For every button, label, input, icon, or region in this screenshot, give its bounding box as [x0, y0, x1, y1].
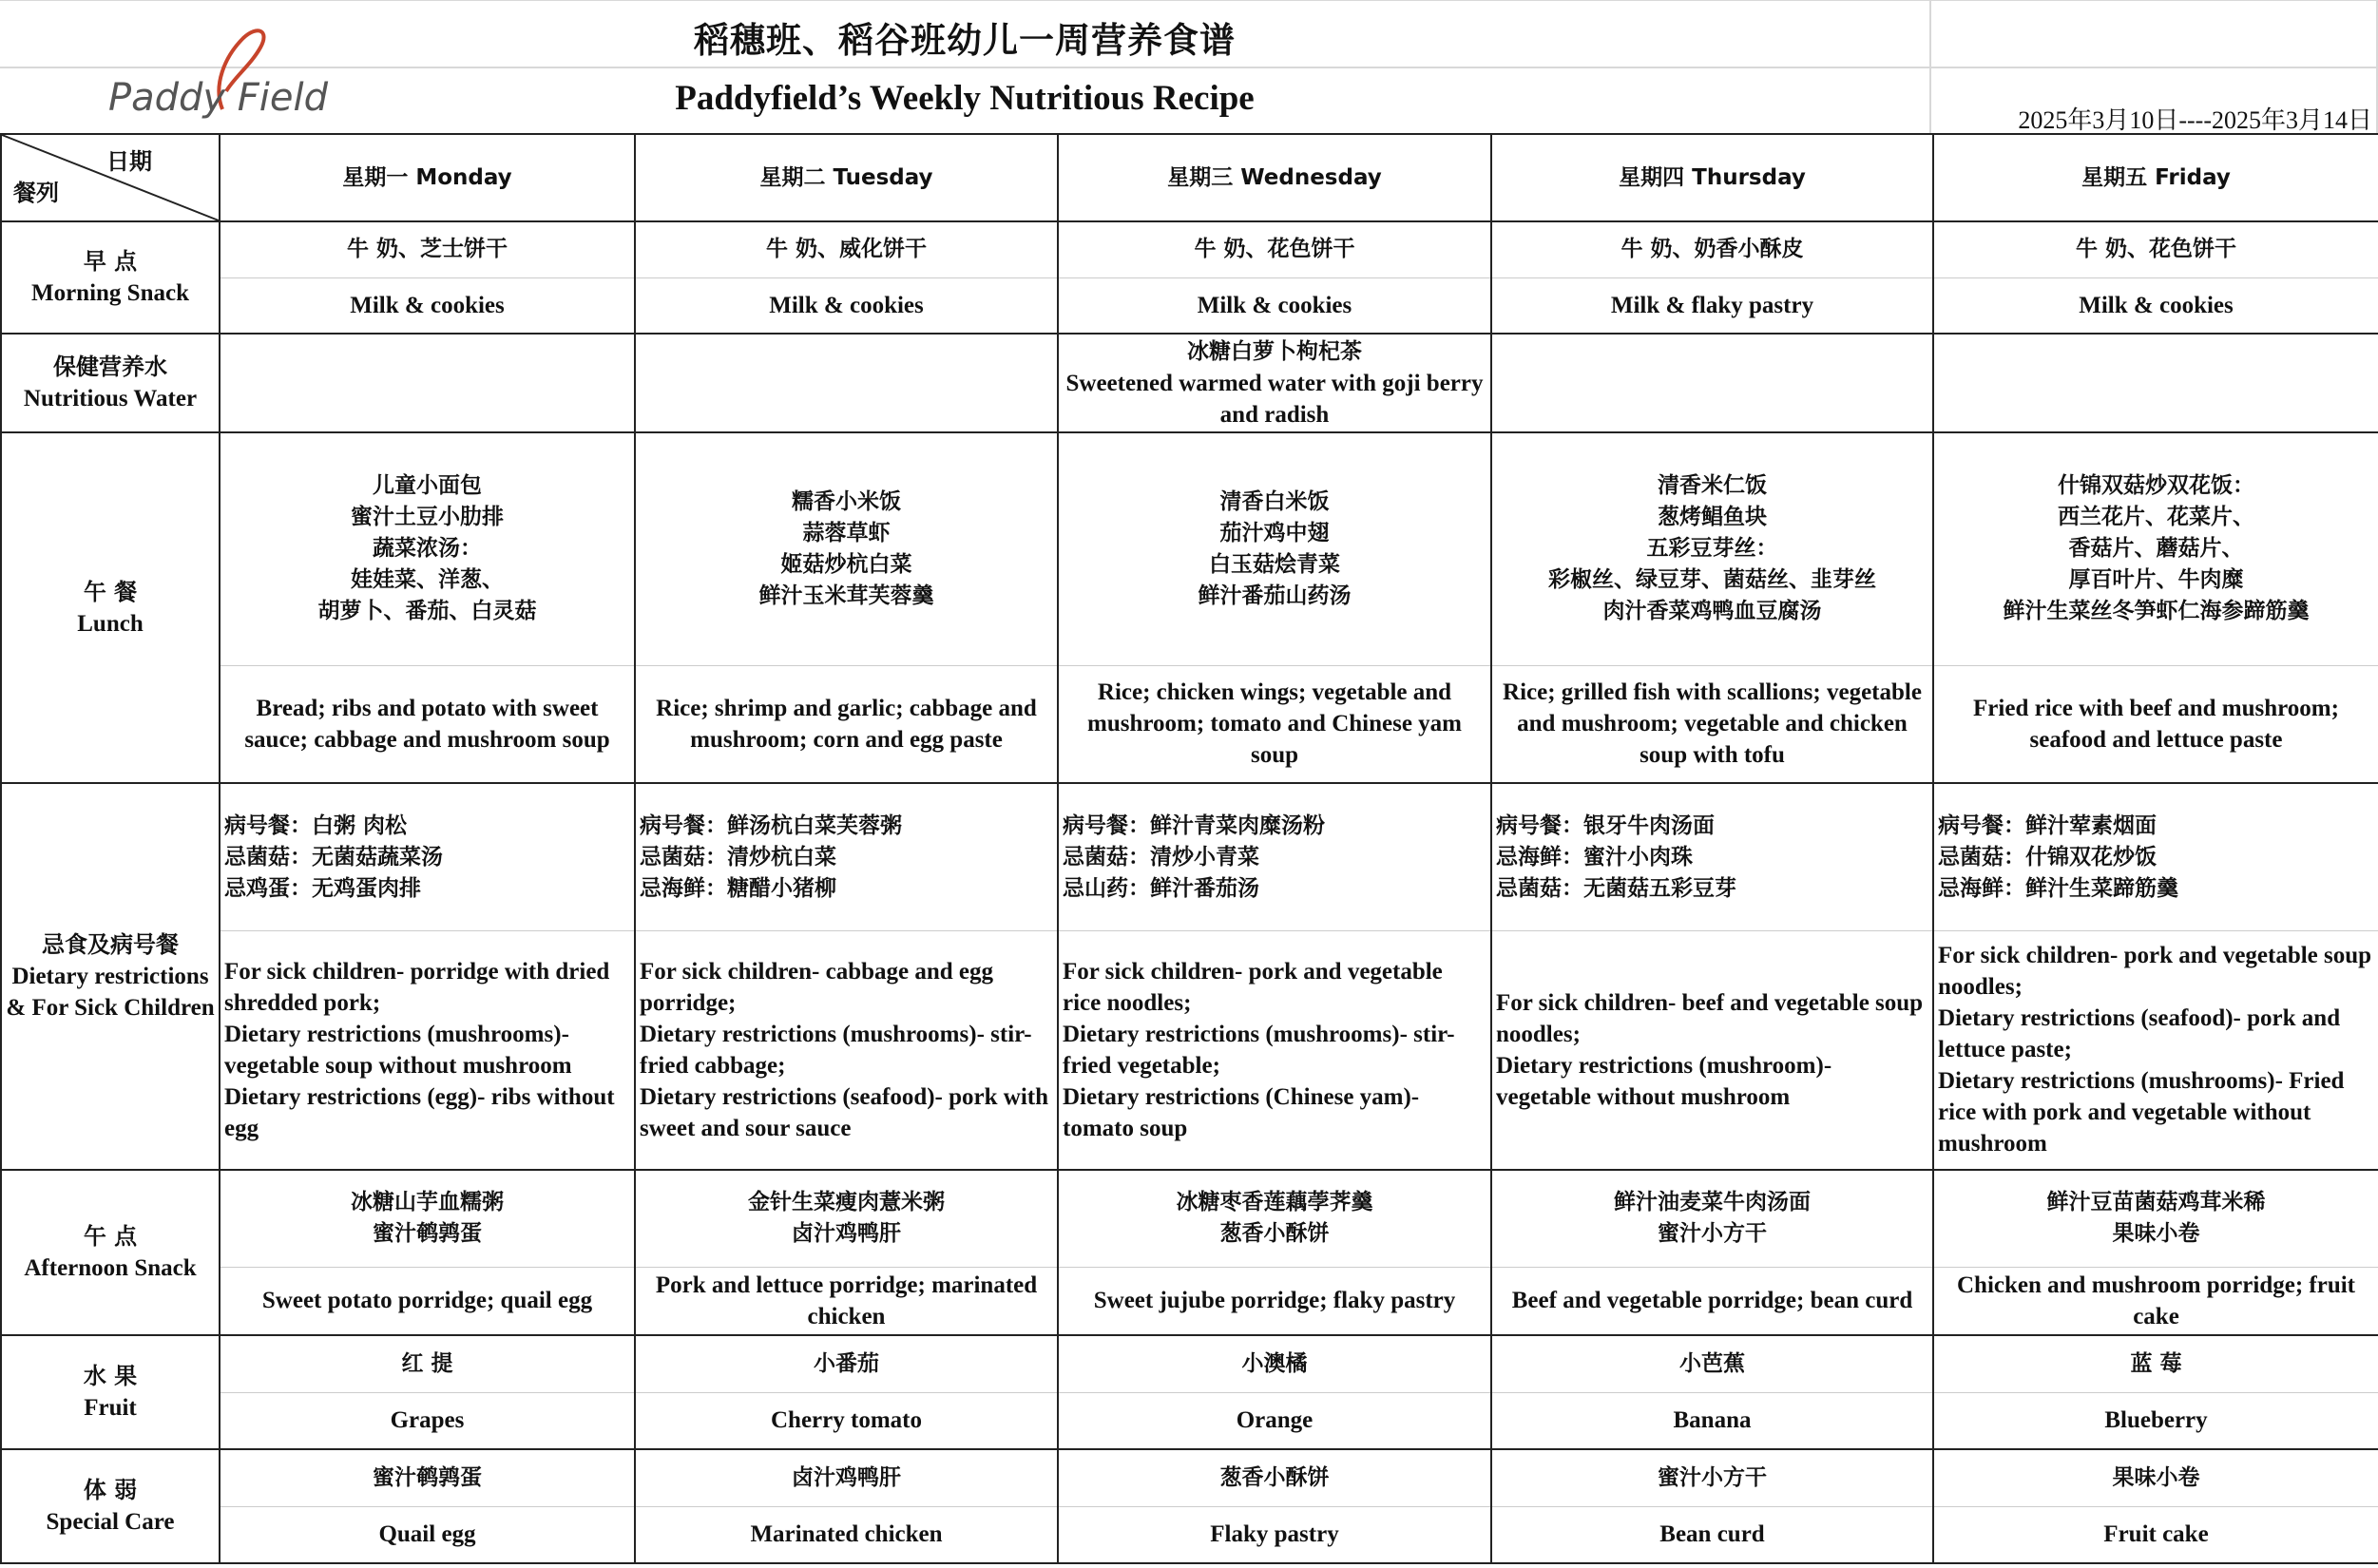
- menu-cell: 牛 奶、花色饼干: [1933, 221, 2378, 277]
- menu-cell: Fruit cake: [1933, 1506, 2378, 1563]
- menu-cell: 小澳橘: [1058, 1335, 1491, 1392]
- menu-cell: 什锦双菇炒双花饭： 西兰花片、花菜片、 香菇片、蘑菇片、 厚百叶片、牛肉糜 鲜汁生菜丝冬笋虾仁海参蹄筋羹: [1933, 432, 2378, 665]
- row-label-special-care: [1, 1449, 220, 1563]
- menu-cell: 病号餐：鲜汁荤素烟面 忌菌菇：什锦双花炒饭 忌海鲜：鲜汁生菜蹄筋羹: [1933, 783, 2378, 930]
- afternoon-snack-row-cn: [1, 1170, 2378, 1267]
- menu-cell: Milk & cookies: [635, 277, 1058, 334]
- special-care-row-cn: [1, 1449, 2378, 1506]
- fruit-row-cn: [1, 1335, 2378, 1392]
- menu-cell: 鲜汁豆苗菌菇鸡茸米稀 果味小卷: [1933, 1170, 2378, 1267]
- lunch-row-en: [1, 665, 2378, 783]
- row-label-en: Lunch: [77, 610, 144, 637]
- row-label-fruit: [1, 1335, 220, 1449]
- row-label-nutritious-water: [1, 334, 220, 432]
- water-en: Sweetened warmed water with goji berry and radish: [1065, 370, 1484, 428]
- day-header: 星期五 Friday: [1933, 134, 2378, 221]
- diet-row-en: [1, 930, 2378, 1170]
- row-label-cn: 午 点: [83, 1223, 138, 1250]
- nutritious-water-row: [1, 334, 2378, 432]
- menu-cell: Orange: [1058, 1392, 1491, 1449]
- menu-cell: 牛 奶、花色饼干: [1058, 221, 1491, 277]
- menu-cell: 蜜汁鹌鹑蛋: [220, 1449, 635, 1506]
- row-label-cn: 体 弱: [83, 1477, 138, 1503]
- menu-cell: 糯香小米饭 蒜蓉草虾 姬菇炒杭白菜 鲜汁玉米茸芙蓉羹: [635, 432, 1058, 665]
- menu-cell: Milk & flaky pastry: [1491, 277, 1933, 334]
- menu-cell: 鲜汁油麦菜牛肉汤面 蜜汁小方干: [1491, 1170, 1933, 1267]
- row-label-cn: 保健营养水: [53, 354, 167, 380]
- menu-cell: 蜜汁小方干: [1491, 1449, 1933, 1506]
- menu-cell: 葱香小酥饼: [1058, 1449, 1491, 1506]
- menu-cell: Pork and lettuce porridge; marinated chicken: [635, 1267, 1058, 1335]
- menu-cell-empty: [1491, 334, 1933, 432]
- menu-cell: Grapes: [220, 1392, 635, 1449]
- menu-cell: 病号餐：银牙牛肉汤面 忌海鲜：蜜汁小肉珠 忌菌菇：无菌菇五彩豆芽: [1491, 783, 1933, 930]
- row-label-en: Afternoon Snack: [24, 1255, 197, 1281]
- day-header-row: [1, 134, 2378, 221]
- menu-cell-empty: [635, 334, 1058, 432]
- menu-cell: Beef and vegetable porridge; bean curd: [1491, 1267, 1933, 1335]
- menu-cell: 果味小卷: [1933, 1449, 2378, 1506]
- title-english: Paddyfield’s Weekly Nutritious Recipe: [675, 79, 1255, 118]
- morning-snack-row-cn: [1, 221, 2378, 277]
- menu-cell: 冰糖枣香莲藕荸荠羹 葱香小酥饼: [1058, 1170, 1491, 1267]
- menu-cell: For sick children- pork and vegetable soup noodles; Dietary restrictions (seafood)- pork and lettuce paste; Dietary restrictions (mushrooms)- Fried rice with pork and vegetable without mushroom: [1933, 930, 2378, 1170]
- menu-cell: 小芭蕉: [1491, 1335, 1933, 1392]
- fruit-row-en: [1, 1392, 2378, 1449]
- afternoon-snack-row-en: [1, 1267, 2378, 1335]
- row-label-lunch: [1, 432, 220, 783]
- day-header: 星期四 Thursday: [1491, 134, 1933, 221]
- menu-cell: Flaky pastry: [1058, 1506, 1491, 1563]
- menu-cell: 红 提: [220, 1335, 635, 1392]
- day-header: 星期一 Monday: [220, 134, 635, 221]
- row-label-en: Morning Snack: [30, 280, 189, 306]
- menu-cell: 蓝 莓: [1933, 1335, 2378, 1392]
- row-label-en: Special Care: [46, 1509, 175, 1535]
- menu-cell: 卤汁鸡鸭肝: [635, 1449, 1058, 1506]
- menu-cell: Rice; shrimp and garlic; cabbage and mushroom; corn and egg paste: [635, 665, 1058, 783]
- title-chinese: 稻穗班、稻谷班幼儿一周营养食谱: [694, 20, 1236, 61]
- menu-cell: Marinated chicken: [635, 1506, 1058, 1563]
- row-label-en: Fruit: [84, 1395, 137, 1421]
- menu-cell: 病号餐：鲜汁青菜肉糜汤粉 忌菌菇：清炒小青菜 忌山药：鲜汁番茄汤: [1058, 783, 1491, 930]
- menu-cell: 冰糖山芋血糯粥 蜜汁鹌鹑蛋: [220, 1170, 635, 1267]
- menu-cell: Bread; ribs and potato with sweet sauce; cabbage and mushroom soup: [220, 665, 635, 783]
- row-label-en: Dietary restrictions & For Sick Children: [6, 964, 215, 1021]
- menu-cell: Milk & cookies: [1933, 277, 2378, 334]
- row-label-dietary-restrictions: [1, 783, 220, 1170]
- diet-row-cn: [1, 783, 2378, 930]
- day-header: 星期三 Wednesday: [1058, 134, 1491, 221]
- day-header: 星期二 Tuesday: [635, 134, 1058, 221]
- menu-cell-empty: [220, 334, 635, 432]
- lunch-row-cn: [1, 432, 2378, 665]
- menu-cell: 牛 奶、奶香小酥皮: [1491, 221, 1933, 277]
- recipe-table: [0, 133, 2378, 1564]
- menu-cell-empty: [1933, 334, 2378, 432]
- row-label-cn: 午 餐: [83, 578, 138, 605]
- menu-cell-nutritious-water: [1058, 334, 1491, 432]
- row-label-cn: 水 果: [83, 1363, 138, 1389]
- menu-cell: 金针生菜瘦肉薏米粥 卤汁鸡鸭肝: [635, 1170, 1058, 1267]
- menu-cell: 病号餐：白粥 肉松 忌菌菇：无菌菇蔬菜汤 忌鸡蛋：无鸡蛋肉排: [220, 783, 635, 930]
- corner-cell: [1, 134, 220, 221]
- corner-date-label: 日期: [106, 148, 152, 175]
- menu-cell: 牛 奶、芝士饼干: [220, 221, 635, 277]
- menu-cell: Cherry tomato: [635, 1392, 1058, 1449]
- menu-cell: 牛 奶、威化饼干: [635, 221, 1058, 277]
- menu-cell: For sick children- cabbage and egg porridge; Dietary restrictions (mushrooms)- stir-fried cabbage; Dietary restrictions (seafood)- pork with sweet and sour sauce: [635, 930, 1058, 1170]
- menu-cell: 儿童小面包 蜜汁土豆小肋排 蔬菜浓汤： 娃娃菜、洋葱、 胡萝卜、番茄、白灵菇: [220, 432, 635, 665]
- menu-cell: 病号餐：鲜汤杭白菜芙蓉粥 忌菌菇：清炒杭白菜 忌海鲜：糖醋小猪柳: [635, 783, 1058, 930]
- row-label-morning-snack: [1, 221, 220, 334]
- menu-cell: Milk & cookies: [1058, 277, 1491, 334]
- menu-cell: 清香米仁饭 葱烤鲳鱼块 五彩豆芽丝： 彩椒丝、绿豆芽、菌菇丝、韭芽丝 肉汁香菜鸡鸭血豆腐汤: [1491, 432, 1933, 665]
- row-label-en: Nutritious Water: [23, 386, 198, 411]
- menu-cell: Rice; grilled fish with scallions; vegetable and mushroom; vegetable and chicken soup with tofu: [1491, 665, 1933, 783]
- date-range: 2025年3月10日----2025年3月14日: [2018, 106, 2372, 134]
- menu-cell: For sick children- beef and vegetable soup noodles; Dietary restrictions (mushroom)- vegetable without mushroom: [1491, 930, 1933, 1170]
- menu-cell: Milk & cookies: [220, 277, 635, 334]
- menu-cell: Quail egg: [220, 1506, 635, 1563]
- header-rule-top: [0, 0, 2378, 1]
- menu-cell: 小番茄: [635, 1335, 1058, 1392]
- menu-cell: Banana: [1491, 1392, 1933, 1449]
- row-label-cn: 早 点: [83, 248, 138, 275]
- menu-cell: For sick children- porridge with dried shredded pork; Dietary restrictions (mushrooms)- vegetable soup without mushroom Dietary restrictions (egg)- ribs without egg: [220, 930, 635, 1170]
- logo-text: Paddy Field: [108, 76, 329, 120]
- header-rule-vertical: [1929, 0, 1931, 133]
- menu-cell: Rice; chicken wings; vegetable and mushroom; tomato and Chinese yam soup: [1058, 665, 1491, 783]
- water-cn: 冰糖白萝卜枸杞茶: [1187, 338, 1362, 364]
- menu-cell: Sweet jujube porridge; flaky pastry: [1058, 1267, 1491, 1335]
- row-label-afternoon-snack: [1, 1170, 220, 1335]
- special-care-row-en: [1, 1506, 2378, 1563]
- menu-cell: Chicken and mushroom porridge; fruit cake: [1933, 1267, 2378, 1335]
- menu-cell: For sick children- pork and vegetable rice noodles; Dietary restrictions (mushrooms)- stir-fried vegetable; Dietary restrictions (Chinese yam)- tomato soup: [1058, 930, 1491, 1170]
- morning-snack-row-en: [1, 277, 2378, 334]
- menu-cell: 清香白米饭 茄汁鸡中翅 白玉菇烩青菜 鲜汁番茄山药汤: [1058, 432, 1491, 665]
- menu-cell: Blueberry: [1933, 1392, 2378, 1449]
- row-label-cn: 忌食及病号餐: [42, 931, 179, 958]
- menu-cell: Bean curd: [1491, 1506, 1933, 1563]
- header-rule-mid: [0, 67, 2378, 68]
- menu-cell: Sweet potato porridge; quail egg: [220, 1267, 635, 1335]
- corner-meal-label: 餐列: [13, 180, 59, 206]
- menu-cell: Fried rice with beef and mushroom; seafood and lettuce paste: [1933, 665, 2378, 783]
